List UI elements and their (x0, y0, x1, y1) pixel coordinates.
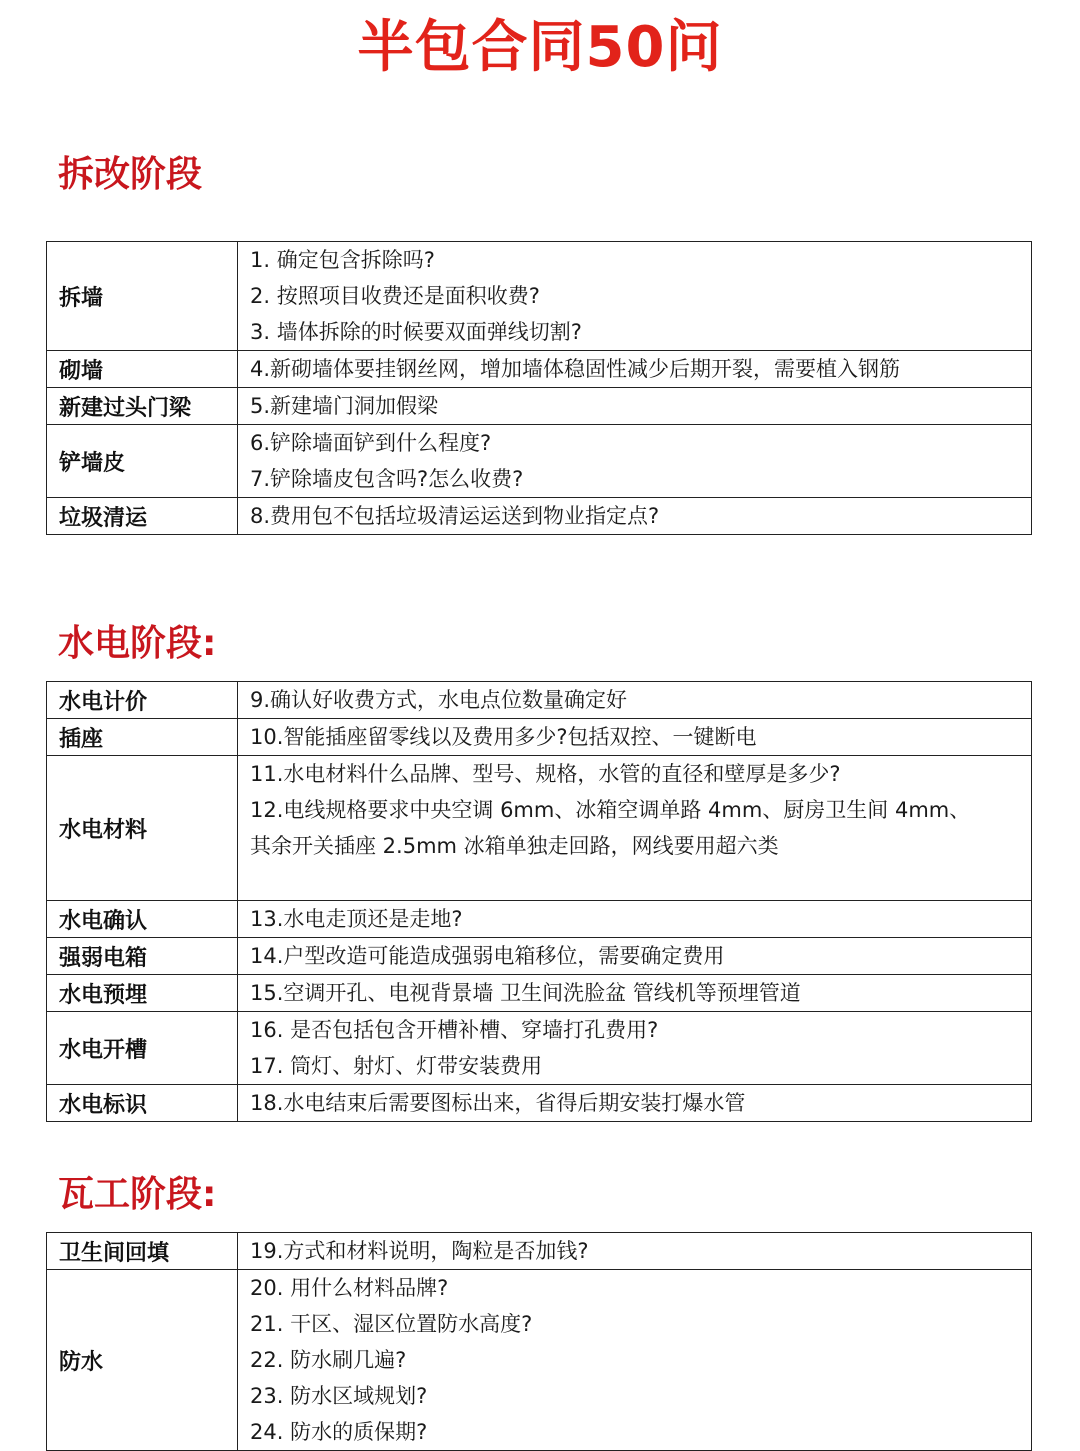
list-item: 5.新建墙门洞加假梁 (250, 394, 439, 418)
list-item: 19.方式和材料说明，陶粒是否加钱? (250, 1239, 589, 1263)
list-item: 3. 墙体拆除的时候要双面弹线切割? (250, 320, 582, 344)
table-row (47, 242, 1032, 351)
list-item: 12.电线规格要求中央空调 6mm、冰箱空调单路 4mm、厨房卫生间 4mm、 (250, 798, 971, 822)
row-category: 新建过头门梁 (47, 388, 238, 425)
list-item: 13.水电走顶还是走地? (250, 907, 463, 931)
row-category: 强弱电箱 (47, 938, 238, 975)
list-item: 22. 防水刷几遍? (250, 1348, 407, 1372)
section-title-plumbing-electrical: 水电阶段: (58, 623, 217, 664)
row-category: 插座 (47, 719, 238, 756)
table-row (47, 388, 1032, 425)
table-row (47, 351, 1032, 388)
row-category: 垃圾清运 (47, 498, 238, 535)
row-category: 水电确认 (47, 901, 238, 938)
row-category: 防水 (47, 1270, 238, 1451)
list-item: 11.水电材料什么品牌、型号、规格，水管的直径和壁厚是多少? (250, 762, 841, 786)
list-item: 4.新砌墙体要挂钢丝网，增加墙体稳固性减少后期开裂，需要植入钢筋 (250, 357, 901, 381)
row-category: 铲墙皮 (47, 425, 238, 498)
row-items (238, 901, 1032, 938)
list-item: 17. 筒灯、射灯、灯带安装费用 (250, 1054, 543, 1078)
list-item: 18.水电结束后需要图标出来，省得后期安装打爆水管 (250, 1091, 746, 1115)
table-row (47, 1270, 1032, 1451)
row-category: 水电材料 (47, 756, 238, 901)
list-item: 10.智能插座留零线以及费用多少?包括双控、一键断电 (250, 725, 757, 749)
empty-line (250, 864, 1023, 900)
table-row (47, 1012, 1032, 1085)
list-item: 15.空调开孔、电视背景墙 卫生间洗脸盆 管线机等预埋管道 (250, 981, 801, 1005)
table-row (47, 425, 1032, 498)
row-items (238, 1085, 1032, 1122)
list-item: 16. 是否包括包含开槽补槽、穿墙打孔费用? (250, 1018, 659, 1042)
row-items (238, 719, 1032, 756)
table-row (47, 498, 1032, 535)
row-items (238, 388, 1032, 425)
table-row (47, 1233, 1032, 1270)
row-category: 水电开槽 (47, 1012, 238, 1085)
list-item: 2. 按照项目收费还是面积收费? (250, 284, 540, 308)
list-item: 20. 用什么材料品牌? (250, 1276, 449, 1300)
row-category: 水电预埋 (47, 975, 238, 1012)
list-item: 8.费用包不包括垃圾清运运送到物业指定点? (250, 504, 660, 528)
row-items (238, 498, 1032, 535)
table-row (47, 756, 1032, 901)
table-row (47, 1085, 1032, 1122)
section-title-tiling: 瓦工阶段: (58, 1174, 217, 1215)
row-category: 水电标识 (47, 1085, 238, 1122)
list-item: 1. 确定包含拆除吗? (250, 248, 435, 272)
plumbing-electrical-table (46, 681, 1032, 1122)
row-items (238, 1233, 1032, 1270)
row-category: 拆墙 (47, 242, 238, 351)
row-items (238, 242, 1032, 351)
row-category: 卫生间回填 (47, 1233, 238, 1270)
list-item: 24. 防水的质保期? (250, 1420, 428, 1444)
section-title-demolition: 拆改阶段 (58, 154, 203, 195)
tiling-table (46, 1232, 1032, 1451)
list-item: 6.铲除墙面铲到什么程度? (250, 431, 492, 455)
table-row (47, 719, 1032, 756)
page-title: 半包合同50问 (357, 15, 723, 80)
demolition-table (46, 241, 1032, 535)
row-items (238, 938, 1032, 975)
row-items (238, 682, 1032, 719)
row-category: 水电计价 (47, 682, 238, 719)
row-items (238, 351, 1032, 388)
table-row (47, 938, 1032, 975)
row-items (238, 1012, 1032, 1085)
table-row (47, 901, 1032, 938)
row-items (238, 756, 1032, 901)
row-items (238, 1270, 1032, 1451)
list-item: 7.铲除墙皮包含吗?怎么收费? (250, 467, 524, 491)
list-item: 其余开关插座 2.5mm 冰箱单独走回路，网线要用超六类 (250, 834, 779, 858)
list-item: 9.确认好收费方式，水电点位数量确定好 (250, 688, 628, 712)
table-row (47, 682, 1032, 719)
list-item: 14.户型改造可能造成强弱电箱移位，需要确定费用 (250, 944, 725, 968)
row-category: 砌墙 (47, 351, 238, 388)
table-row (47, 975, 1032, 1012)
list-item: 21. 干区、湿区位置防水高度? (250, 1312, 533, 1336)
list-item: 23. 防水区域规划? (250, 1384, 428, 1408)
row-items (238, 425, 1032, 498)
row-items (238, 975, 1032, 1012)
